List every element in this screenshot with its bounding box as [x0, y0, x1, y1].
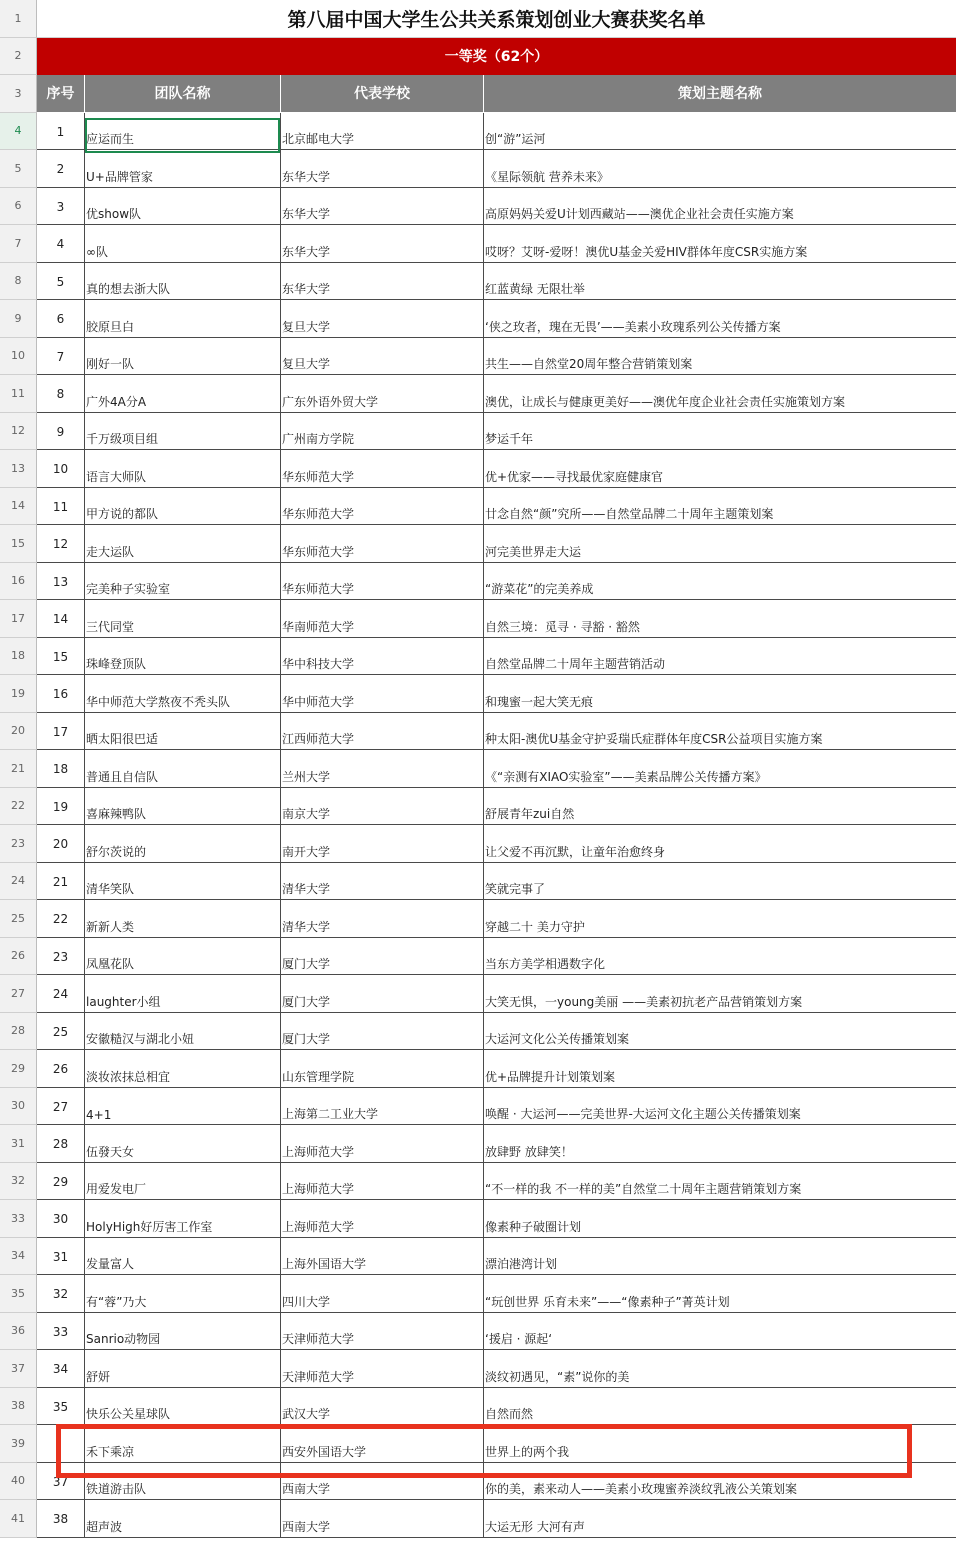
cell-team[interactable]: 安徽糙汉与湖北小妞 — [85, 1013, 281, 1051]
cell-index[interactable]: 2 — [37, 150, 85, 188]
cell-team[interactable]: U+品牌管家 — [85, 150, 281, 188]
row-number[interactable]: 1 — [0, 0, 37, 38]
cell-school[interactable]: 上海师范大学 — [281, 1125, 484, 1163]
table-body — [0, 113, 956, 1538]
cell-team[interactable]: 胶原旦白 — [85, 300, 281, 338]
cell-team[interactable]: HolyHigh好厉害工作室 — [85, 1200, 281, 1238]
cell-index[interactable]: 6 — [37, 300, 85, 338]
header-index[interactable]: 序号 — [37, 75, 85, 113]
cell-school[interactable]: 上海外国语大学 — [281, 1238, 484, 1276]
row-number[interactable]: 39 — [0, 1425, 37, 1463]
cell-team[interactable]: 华中师范大学熬夜不秃头队 — [85, 675, 281, 713]
cell-school[interactable]: 华中师范大学 — [281, 675, 484, 713]
table-row — [0, 263, 956, 301]
cell-school[interactable]: 江西师范大学 — [281, 713, 484, 751]
cell-team[interactable]: 甲方说的都队 — [85, 488, 281, 526]
row-number[interactable]: 40 — [0, 1463, 37, 1501]
cell-index[interactable]: 24 — [37, 975, 85, 1013]
cell-topic[interactable]: 自然而然 — [484, 1388, 956, 1426]
cell-index[interactable]: 7 — [37, 338, 85, 376]
row-number[interactable]: 20 — [0, 713, 37, 751]
cell-topic[interactable]: 大运无形 大河有声 — [484, 1500, 956, 1538]
cell-school[interactable]: 华东师范大学 — [281, 450, 484, 488]
award-row — [0, 38, 956, 76]
table-row — [0, 413, 956, 451]
row-number[interactable]: 14 — [0, 488, 37, 526]
row-number[interactable]: 38 — [0, 1388, 37, 1426]
cell-school[interactable]: 清华大学 — [281, 863, 484, 901]
row-number[interactable]: 10 — [0, 338, 37, 376]
cell-team[interactable]: 晒太阳很巴适 — [85, 713, 281, 751]
cell-team[interactable]: 喜麻辣鸭队 — [85, 788, 281, 826]
award-level-banner[interactable]: 一等奖（62个） — [37, 38, 956, 76]
table-row — [0, 188, 956, 226]
table-row — [0, 338, 956, 376]
row-number[interactable]: 37 — [0, 1350, 37, 1388]
cell-school[interactable]: 华东师范大学 — [281, 563, 484, 601]
cell-index[interactable]: 11 — [37, 488, 85, 526]
cell-index[interactable]: 29 — [37, 1163, 85, 1201]
table-row — [0, 938, 956, 976]
header-team[interactable]: 团队名称 — [85, 75, 281, 113]
cell-topic[interactable]: 让父爱不再沉默，让童年治愈终身 — [484, 825, 956, 863]
table-row — [0, 825, 956, 863]
cell-topic[interactable]: 漂泊港湾计划 — [484, 1238, 956, 1276]
table-row — [0, 300, 956, 338]
row-number[interactable]: 22 — [0, 788, 37, 826]
row-number[interactable]: 9 — [0, 300, 37, 338]
row-number[interactable]: 30 — [0, 1088, 37, 1126]
table-row — [0, 1275, 956, 1313]
cell-team[interactable]: 舒尔茨说的 — [85, 825, 281, 863]
table-row — [0, 113, 956, 151]
table-row — [0, 975, 956, 1013]
row-number[interactable]: 12 — [0, 413, 37, 451]
table-row — [0, 563, 956, 601]
header-school[interactable]: 代表学校 — [281, 75, 484, 113]
header-row — [0, 75, 956, 113]
cell-team[interactable]: laughter小组 — [85, 975, 281, 1013]
row-number[interactable]: 41 — [0, 1500, 37, 1538]
cell-index[interactable]: 1 — [37, 113, 85, 151]
cell-team[interactable]: 舒妍 — [85, 1350, 281, 1388]
row-number[interactable]: 13 — [0, 450, 37, 488]
cell-topic[interactable]: 共生——自然堂20周年整合营销策划案 — [484, 338, 956, 376]
cell-topic[interactable]: 唤醒 · 大运河——完美世界-大运河文化主题公关传播策划案 — [484, 1088, 956, 1126]
table-row — [0, 525, 956, 563]
cell-topic[interactable]: 大运河文化公关传播策划案 — [484, 1013, 956, 1051]
row-number[interactable]: 11 — [0, 375, 37, 413]
cell-topic[interactable]: 自然堂品牌二十周年主题营销活动 — [484, 638, 956, 676]
cell-index[interactable]: 14 — [37, 600, 85, 638]
row-number[interactable]: 27 — [0, 975, 37, 1013]
cell-team[interactable]: 千万级项目组 — [85, 413, 281, 451]
header-topic[interactable]: 策划主题名称 — [484, 75, 956, 113]
row-number[interactable]: 3 — [0, 75, 37, 113]
table-row — [0, 863, 956, 901]
table-row — [0, 1013, 956, 1051]
cell-school[interactable]: 武汉大学 — [281, 1388, 484, 1426]
cell-school[interactable]: 复旦大学 — [281, 300, 484, 338]
cell-topic[interactable]: 你的美，素来动人——美素小玫瑰蜜养淡纹乳液公关策划案 — [484, 1463, 956, 1501]
cell-team[interactable]: 应运而生 — [85, 113, 281, 151]
table-row — [0, 1388, 956, 1426]
cell-team[interactable]: 完美种子实验室 — [85, 563, 281, 601]
table-row — [0, 450, 956, 488]
cell-team[interactable]: 伍發天女 — [85, 1125, 281, 1163]
cell-index[interactable]: 34 — [37, 1350, 85, 1388]
cell-school[interactable]: 华东师范大学 — [281, 488, 484, 526]
cell-topic[interactable]: “游菜花”的完美养成 — [484, 563, 956, 601]
row-number[interactable]: 2 — [0, 38, 37, 76]
cell-team[interactable]: 语言大师队 — [85, 450, 281, 488]
cell-index[interactable]: 13 — [37, 563, 85, 601]
cell-team[interactable]: 有“蓉”乃大 — [85, 1275, 281, 1313]
cell-team[interactable]: 真的想去浙大队 — [85, 263, 281, 301]
cell-index[interactable]: 27 — [37, 1088, 85, 1126]
table-row — [0, 1050, 956, 1088]
cell-topic[interactable]: 《“亲测有XIAO实验室”——美素品牌公关传播方案》 — [484, 750, 956, 788]
row-number[interactable]: 15 — [0, 525, 37, 563]
cell-school[interactable]: 山东管理学院 — [281, 1050, 484, 1088]
row-number[interactable]: 33 — [0, 1200, 37, 1238]
cell-school[interactable]: 广州南方学院 — [281, 413, 484, 451]
table-row — [0, 375, 956, 413]
cell-team[interactable]: 走大运队 — [85, 525, 281, 563]
table-row — [0, 150, 956, 188]
cell-index[interactable]: 4 — [37, 225, 85, 263]
cell-index[interactable]: 38 — [37, 1500, 85, 1538]
cell-team[interactable]: 普通且自信队 — [85, 750, 281, 788]
cell-index[interactable]: 35 — [37, 1388, 85, 1426]
cell-school[interactable]: 西安外国语大学 — [281, 1425, 484, 1463]
table-row — [0, 225, 956, 263]
cell-team[interactable]: 超声波 — [85, 1500, 281, 1538]
table-row — [0, 1163, 956, 1201]
cell-topic[interactable]: 优+优家——寻找最优家庭健康官 — [484, 450, 956, 488]
cell-topic[interactable]: 种太阳-澳优U基金守护妥瑞氏症群体年度CSR公益项目实施方案 — [484, 713, 956, 751]
cell-topic[interactable]: 淡纹初遇见，“素”说你的美 — [484, 1350, 956, 1388]
cell-topic[interactable]: 大笑无惧，一young美丽 ——美素初抗老产品营销策划方案 — [484, 975, 956, 1013]
cell-index[interactable]: 18 — [37, 750, 85, 788]
cell-index[interactable]: 22 — [37, 900, 85, 938]
row-number[interactable]: 26 — [0, 938, 37, 976]
cell-index[interactable]: 33 — [37, 1313, 85, 1351]
row-number[interactable]: 29 — [0, 1050, 37, 1088]
cell-school[interactable]: 厦门大学 — [281, 1013, 484, 1051]
cell-school[interactable]: 广东外语外贸大学 — [281, 375, 484, 413]
row-number[interactable]: 16 — [0, 563, 37, 601]
cell-team[interactable]: 三代同堂 — [85, 600, 281, 638]
row-number[interactable]: 18 — [0, 638, 37, 676]
cell-topic[interactable]: 河完美世界走大运 — [484, 525, 956, 563]
cell-team[interactable]: 凤凰花队 — [85, 938, 281, 976]
sheet-title[interactable]: 第八届中国大学生公共关系策划创业大赛获奖名单 — [37, 0, 956, 38]
row-number[interactable]: 7 — [0, 225, 37, 263]
row-number[interactable]: 28 — [0, 1013, 37, 1051]
cell-school[interactable]: 厦门大学 — [281, 938, 484, 976]
cell-team[interactable]: Sanrio动物园 — [85, 1313, 281, 1351]
table-row — [0, 788, 956, 826]
cell-team[interactable]: 禾下乘凉 — [85, 1425, 281, 1463]
cell-school[interactable]: 华东师范大学 — [281, 525, 484, 563]
cell-team[interactable]: 快乐公关星球队 — [85, 1388, 281, 1426]
row-number[interactable]: 5 — [0, 150, 37, 188]
row-number[interactable]: 32 — [0, 1163, 37, 1201]
table-row — [0, 1313, 956, 1351]
cell-school[interactable]: 华南师范大学 — [281, 600, 484, 638]
cell-school[interactable]: 东华大学 — [281, 225, 484, 263]
cell-topic[interactable]: ‘援启 · 源起‘ — [484, 1313, 956, 1351]
cell-index[interactable]: 12 — [37, 525, 85, 563]
row-number[interactable]: 21 — [0, 750, 37, 788]
cell-topic[interactable]: 舒展青年zui自然 — [484, 788, 956, 826]
table-row — [0, 1238, 956, 1276]
cell-index[interactable]: 37 — [37, 1463, 85, 1501]
table-row — [0, 900, 956, 938]
cell-team[interactable]: 珠峰登顶队 — [85, 638, 281, 676]
cell-index[interactable]: 9 — [37, 413, 85, 451]
cell-topic[interactable]: 梦运千年 — [484, 413, 956, 451]
table-row — [0, 1125, 956, 1163]
cell-school[interactable]: 华中科技大学 — [281, 638, 484, 676]
cell-school[interactable]: 西南大学 — [281, 1500, 484, 1538]
row-number[interactable]: 17 — [0, 600, 37, 638]
table-row — [0, 1200, 956, 1238]
cell-team[interactable]: 刚好一队 — [85, 338, 281, 376]
cell-topic[interactable]: 笑就完事了 — [484, 863, 956, 901]
table-row — [0, 1463, 956, 1501]
row-number[interactable]: 23 — [0, 825, 37, 863]
cell-index[interactable] — [37, 1425, 85, 1463]
cell-topic[interactable]: 放肆野 放肆笑！ — [484, 1125, 956, 1163]
row-number[interactable]: 19 — [0, 675, 37, 713]
cell-index[interactable]: 28 — [37, 1125, 85, 1163]
cell-topic[interactable]: 廿念自然“颜”究所——自然堂品牌二十周年主题策划案 — [484, 488, 956, 526]
cell-topic[interactable]: 哎呀？艾呀-爱呀！澳优U基金关爱HIV群体年度CSR实施方案 — [484, 225, 956, 263]
cell-school[interactable]: 兰州大学 — [281, 750, 484, 788]
cell-topic[interactable]: 创“游”运河 — [484, 113, 956, 151]
cell-school[interactable]: 北京邮电大学 — [281, 113, 484, 151]
cell-team[interactable]: 发量富人 — [85, 1238, 281, 1276]
cell-school[interactable]: 清华大学 — [281, 900, 484, 938]
table-row — [0, 1350, 956, 1388]
cell-topic[interactable]: “玩创世界 乐育未来”——“像素种子”菁英计划 — [484, 1275, 956, 1313]
cell-index[interactable]: 17 — [37, 713, 85, 751]
cell-index[interactable]: 21 — [37, 863, 85, 901]
cell-topic[interactable]: 穿越二十 美力守护 — [484, 900, 956, 938]
row-number[interactable]: 36 — [0, 1313, 37, 1351]
cell-index[interactable]: 23 — [37, 938, 85, 976]
table-row — [0, 638, 956, 676]
cell-school[interactable]: 东华大学 — [281, 150, 484, 188]
cell-index[interactable]: 8 — [37, 375, 85, 413]
cell-school[interactable]: 厦门大学 — [281, 975, 484, 1013]
cell-index[interactable]: 30 — [37, 1200, 85, 1238]
cell-index[interactable]: 25 — [37, 1013, 85, 1051]
cell-index[interactable]: 19 — [37, 788, 85, 826]
row-number[interactable]: 34 — [0, 1238, 37, 1276]
cell-team[interactable]: 新新人类 — [85, 900, 281, 938]
table-row — [0, 675, 956, 713]
row-number[interactable]: 24 — [0, 863, 37, 901]
row-number[interactable]: 6 — [0, 188, 37, 226]
cell-topic[interactable]: 优+品牌提升计划策划案 — [484, 1050, 956, 1088]
table-row — [0, 1500, 956, 1538]
cell-index[interactable]: 5 — [37, 263, 85, 301]
row-number[interactable]: 8 — [0, 263, 37, 301]
cell-index[interactable]: 15 — [37, 638, 85, 676]
cell-school[interactable]: 四川大学 — [281, 1275, 484, 1313]
cell-topic[interactable]: 高原妈妈关爱U计划西藏站——澳优企业社会责任实施方案 — [484, 188, 956, 226]
cell-school[interactable]: 上海师范大学 — [281, 1163, 484, 1201]
title-row — [0, 0, 956, 38]
cell-school[interactable]: 东华大学 — [281, 188, 484, 226]
cell-index[interactable]: 3 — [37, 188, 85, 226]
cell-index[interactable]: 20 — [37, 825, 85, 863]
cell-team[interactable]: 4+1 — [85, 1088, 281, 1126]
cell-topic[interactable]: 和瑰蜜一起大笑无痕 — [484, 675, 956, 713]
cell-index[interactable]: 32 — [37, 1275, 85, 1313]
cell-topic[interactable]: 澳优，让成长与健康更美好——澳优年度企业社会责任实施策划方案 — [484, 375, 956, 413]
cell-school[interactable]: 天津师范大学 — [281, 1350, 484, 1388]
table-row — [0, 1088, 956, 1126]
table-row — [0, 488, 956, 526]
cell-topic[interactable]: ‘侠之玫者，瑰在无畏’——美素小玫瑰系列公关传播方案 — [484, 300, 956, 338]
cell-team[interactable]: 淡妆浓抹总相宜 — [85, 1050, 281, 1088]
cell-school[interactable]: 东华大学 — [281, 263, 484, 301]
table-row — [0, 1425, 956, 1463]
cell-team[interactable]: 铁道游击队 — [85, 1463, 281, 1501]
row-number[interactable]: 31 — [0, 1125, 37, 1163]
cell-topic[interactable]: 当东方美学相遇数字化 — [484, 938, 956, 976]
cell-topic[interactable]: 红蓝黄绿 无限壮举 — [484, 263, 956, 301]
cell-topic[interactable]: 自然三境：觅寻 · 寻豁 · 豁然 — [484, 600, 956, 638]
cell-school[interactable]: 上海第二工业大学 — [281, 1088, 484, 1126]
cell-school[interactable]: 复旦大学 — [281, 338, 484, 376]
cell-topic[interactable]: 世界上的两个我 — [484, 1425, 956, 1463]
table-row — [0, 750, 956, 788]
row-number[interactable]: 4 — [0, 113, 37, 151]
cell-index[interactable]: 31 — [37, 1238, 85, 1276]
cell-topic[interactable]: 像素种子破圈计划 — [484, 1200, 956, 1238]
cell-topic[interactable]: “不一样的我 不一样的美”自然堂二十周年主题营销策划方案 — [484, 1163, 956, 1201]
row-number[interactable]: 25 — [0, 900, 37, 938]
cell-team[interactable]: ∞队 — [85, 225, 281, 263]
table-row — [0, 713, 956, 751]
cell-school[interactable]: 上海师范大学 — [281, 1200, 484, 1238]
cell-team[interactable]: 优show队 — [85, 188, 281, 226]
cell-index[interactable]: 16 — [37, 675, 85, 713]
cell-index[interactable]: 10 — [37, 450, 85, 488]
cell-school[interactable]: 南开大学 — [281, 825, 484, 863]
cell-team[interactable]: 用爱发电厂 — [85, 1163, 281, 1201]
cell-index[interactable]: 26 — [37, 1050, 85, 1088]
cell-team[interactable]: 广外4A分A — [85, 375, 281, 413]
cell-school[interactable]: 西南大学 — [281, 1463, 484, 1501]
cell-team[interactable]: 清华笑队 — [85, 863, 281, 901]
cell-topic[interactable]: 《星际领航 营养未来》 — [484, 150, 956, 188]
row-number[interactable]: 35 — [0, 1275, 37, 1313]
table-row — [0, 600, 956, 638]
cell-school[interactable]: 南京大学 — [281, 788, 484, 826]
cell-school[interactable]: 天津师范大学 — [281, 1313, 484, 1351]
